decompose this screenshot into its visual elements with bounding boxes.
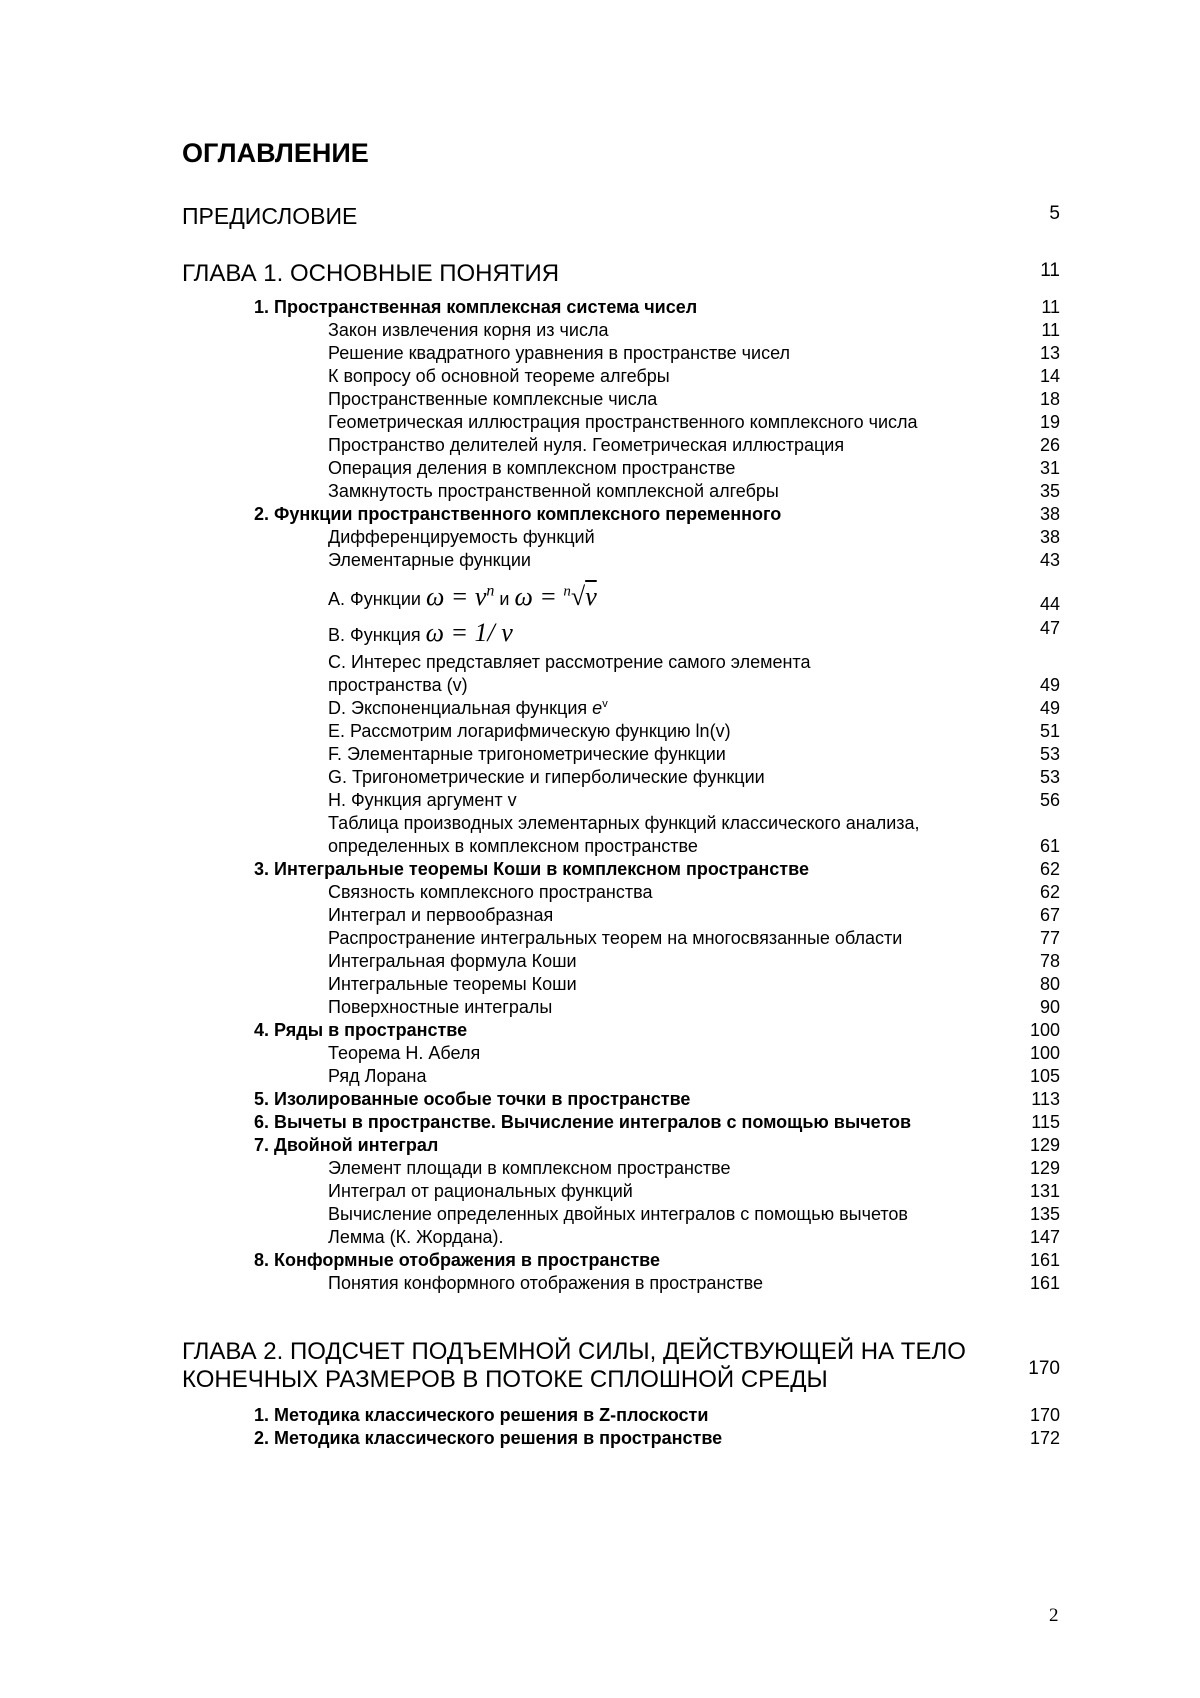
toc-page: 67 <box>1039 905 1060 925</box>
toc-page: 78 <box>1039 951 1060 971</box>
toc-page: 47 <box>1039 618 1060 638</box>
toc-page: 61 <box>1039 836 1060 856</box>
toc-title: C. Интерес представляет рассмотрение самого элемента <box>328 652 811 672</box>
toc-title: 3. Интегральные теоремы Коши в комплексном пространстве <box>254 859 809 879</box>
toc-title: Операция деления в комплексном пространстве <box>328 458 736 478</box>
toc-title: Ряд Лорана <box>328 1066 427 1086</box>
toc-page: 129 <box>1029 1135 1060 1155</box>
toc-title: 2. Методика классического решения в пространстве <box>254 1428 723 1448</box>
toc-title: G. Тригонометрические и гиперболические функции <box>328 767 765 787</box>
toc-page: 49 <box>1039 698 1060 718</box>
toc-title: Таблица производных элементарных функций классического анализа, <box>328 813 920 833</box>
toc-page: 170 <box>1029 1405 1060 1425</box>
toc-page: 18 <box>1039 389 1060 409</box>
toc-page: 62 <box>1039 882 1060 902</box>
radicand: v <box>585 582 597 611</box>
toc-page: 161 <box>1029 1273 1060 1293</box>
toc-title: 8. Конформные отображения в пространстве <box>254 1250 660 1270</box>
toc-page: 38 <box>1039 527 1060 547</box>
toc-title: Решение квадратного уравнения в пространстве чисел <box>328 343 791 363</box>
toc-title: 1. Пространственная комплексная система чисел <box>254 297 698 317</box>
radical-sign-icon: √ <box>570 582 586 611</box>
toc-page: 80 <box>1039 974 1060 994</box>
toc-title: Интеграл от рациональных функций <box>328 1181 633 1201</box>
toc-title: ПРЕДИСЛОВИЕ <box>182 203 358 229</box>
toc-title: Интеграл и первообразная <box>328 905 554 925</box>
toc-page: 77 <box>1039 928 1060 948</box>
toc-prefix: B. Функция <box>328 625 421 645</box>
toc-page: 100 <box>1029 1043 1060 1063</box>
toc-title: 1. Методика классического решения в Z-плоскости <box>254 1405 709 1425</box>
toc-title: пространства (v) <box>328 675 468 695</box>
toc-page: 19 <box>1039 412 1060 432</box>
toc-title: ГЛАВА 1. ОСНОВНЫЕ ПОНЯТИЯ <box>182 260 560 287</box>
toc-title: E. Рассмотрим логарифмическую функцию ln(v) <box>328 721 731 741</box>
toc-title: Интегральные теоремы Коши <box>328 974 577 994</box>
formula-reciprocal: ω = 1/ v <box>425 618 513 647</box>
toc-title: К вопросу об основной теореме алгебры <box>328 366 670 386</box>
toc-page: 135 <box>1029 1204 1060 1224</box>
toc-page: 35 <box>1039 481 1060 501</box>
toc-page: 100 <box>1029 1020 1060 1040</box>
formula-power <box>426 582 494 611</box>
toc-title: Интегральная формула Коши <box>328 951 577 971</box>
formula-text: ω = <box>514 582 564 611</box>
page-number: 2 <box>1049 1605 1059 1626</box>
toc-page: 53 <box>1039 767 1060 787</box>
toc-prefix: D. Экспоненциальная функция <box>328 698 588 718</box>
toc-page: 38 <box>1039 504 1060 524</box>
toc-title: Пространство делителей нуля. Геометрическая иллюстрация <box>328 435 845 455</box>
exp-base: e <box>592 698 603 718</box>
toc-title: Лемма (К. Жордана). <box>328 1227 504 1247</box>
toc-page: 43 <box>1039 550 1060 570</box>
toc-page: 11 <box>1041 297 1060 317</box>
toc-title <box>328 698 608 719</box>
toc-title: 5. Изолированные особые точки в пространстве <box>254 1089 691 1109</box>
toc-title: Дифференцируемость функций <box>328 527 595 547</box>
toc-page: 49 <box>1039 675 1060 695</box>
toc-title: Геометрическая иллюстрация пространственного комплексного числа <box>328 412 918 432</box>
toc-page: 170 <box>1028 1358 1060 1379</box>
formula-exponent: n <box>486 582 495 600</box>
toc-title: 7. Двойной интеграл <box>254 1135 439 1155</box>
toc-title: КОНЕЧНЫХ РАЗМЕРОВ В ПОТОКЕ СПЛОШНОЙ СРЕДЫ <box>182 1366 828 1393</box>
toc-title: Вычисление определенных двойных интегралов с помощью вычетов <box>328 1204 908 1224</box>
toc-conjunction: и <box>499 589 510 609</box>
toc-title <box>328 582 597 612</box>
page-title: ОГЛАВЛЕНИЕ <box>182 138 369 168</box>
toc-page: 161 <box>1029 1250 1060 1270</box>
toc-title: Закон извлечения корня из числа <box>328 320 609 340</box>
toc-page: 5 <box>1049 203 1060 224</box>
toc-page: 129 <box>1029 1158 1060 1178</box>
toc-title: 2. Функции пространственного комплексного переменного <box>254 504 782 524</box>
toc-title: определенных в комплексном пространстве <box>328 836 698 856</box>
toc-page: 53 <box>1039 744 1060 764</box>
toc-page: 11 <box>1040 260 1060 281</box>
toc-title: Замкнутость пространственной комплексной алгебры <box>328 481 779 501</box>
toc-title <box>328 618 513 648</box>
toc-title: Пространственные комплексные числа <box>328 389 658 409</box>
toc-title: 4. Ряды в пространстве <box>254 1020 468 1040</box>
toc-page: 90 <box>1039 997 1060 1017</box>
toc-page: 44 <box>1039 594 1060 614</box>
toc-page: 51 <box>1039 721 1060 741</box>
toc-title: ГЛАВА 2. ПОДСЧЕТ ПОДЪЕМНОЙ СИЛЫ, ДЕЙСТВУЮЩЕЙ НА ТЕЛО <box>182 1338 966 1365</box>
toc-title: F. Элементарные тригонометрические функции <box>328 744 726 764</box>
toc-page: 115 <box>1031 1112 1060 1132</box>
formula-root <box>515 582 597 611</box>
toc-page: 105 <box>1029 1066 1060 1086</box>
root-index: n <box>563 583 571 600</box>
toc-page: 13 <box>1039 343 1060 363</box>
toc-page: 131 <box>1029 1181 1060 1201</box>
toc-page: 56 <box>1039 790 1060 810</box>
toc-title: H. Функция аргумент v <box>328 790 517 810</box>
toc-title: Элемент площади в комплексном пространстве <box>328 1158 731 1178</box>
toc-page: 26 <box>1039 435 1060 455</box>
toc-page: 11 <box>1041 320 1060 340</box>
toc-page: 14 <box>1039 366 1060 386</box>
toc-page: 31 <box>1039 458 1060 478</box>
formula-text: ω = v <box>425 582 487 611</box>
toc-title: Понятия конформного отображения в пространстве <box>328 1273 763 1293</box>
toc-title: Теорема Н. Абеля <box>328 1043 481 1063</box>
toc-prefix: А. Функции <box>328 589 421 609</box>
toc-page: 113 <box>1031 1089 1060 1109</box>
toc-title: 6. Вычеты в пространстве. Вычисление интегралов с помощью вычетов <box>254 1112 912 1132</box>
toc-title: Поверхностные интегралы <box>328 997 553 1017</box>
toc-title: Связность комплексного пространства <box>328 882 653 902</box>
toc-page: 147 <box>1029 1227 1060 1247</box>
toc-title: Распространение интегральных теорем на многосвязанные области <box>328 928 903 948</box>
toc-title: Элементарные функции <box>328 550 531 570</box>
toc-page: 172 <box>1029 1428 1060 1448</box>
exp-power: v <box>602 698 608 710</box>
toc-page: 62 <box>1039 859 1060 879</box>
